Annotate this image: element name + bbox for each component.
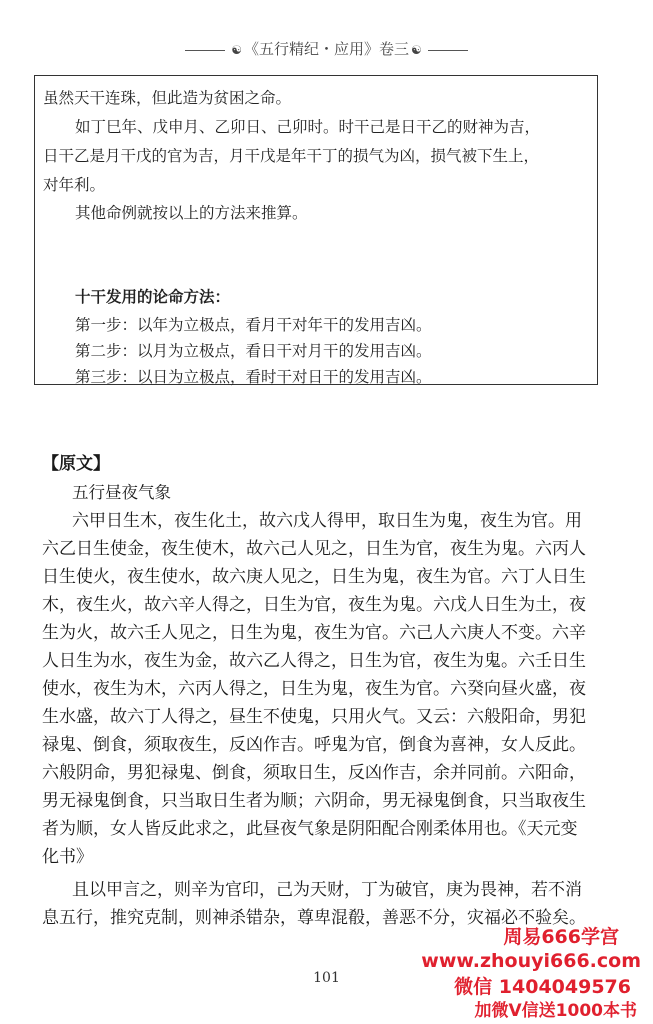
body-line: 木，夜生火，故六辛人得之，日生为官，夜生为鬼。六戊人日生为土，夜 <box>42 595 586 615</box>
header-title: 《五行精纪・应用》卷三 <box>243 40 409 58</box>
header-rule-left <box>185 50 225 51</box>
body-line: 息五行，推究克制，则神杀错杂，尊卑混殽，善恶不分，灾福必不验矣。 <box>42 908 586 928</box>
box-line: 如丁巳年、戊申月、乙卯日、己卯时。时干己是日干乙的财神为吉， <box>75 118 541 136</box>
page-number: 101 <box>313 970 340 986</box>
commentary-box <box>34 75 598 385</box>
method-step: 第一步：以年为立极点，看月干对年干的发用吉凶。 <box>75 316 432 334</box>
yin-yang-icon: ☯ <box>411 43 422 57</box>
body-line: 者为顺，女人皆反此求之，此昼夜气象是阴阳配合刚柔体用也。《天元变 <box>42 819 578 839</box>
section-subheading: 五行昼夜气象 <box>72 483 171 502</box>
running-header <box>0 38 653 59</box>
box-line: 虽然天干连珠，但此造为贫困之命。 <box>43 89 292 107</box>
box-line: 其他命例就按以上的方法来推算。 <box>75 204 308 222</box>
original-text-heading: 【原文】 <box>42 454 110 474</box>
body-line: 生水盛，故六丁人得之，昼生不使鬼，只用火气。又云：六般阳命，男犯 <box>42 707 586 727</box>
body-line: 使水，夜生为木，六丙人得之，日生为鬼，夜生为官。六癸向昼火盛，夜 <box>42 679 586 699</box>
body-line: 男无禄鬼倒食，只当取日生者为顺；六阴命，男无禄鬼倒食，只当取夜生 <box>42 791 586 811</box>
watermark-url: www.zhouyi666.com <box>421 950 641 972</box>
body-line: 六乙日生使金，夜生使木，故六己人见之，日生为官，夜生为鬼。六丙人 <box>42 539 586 559</box>
body-line: 人日生为水，夜生为金，故六乙人得之，日生为官，夜生为鬼。六壬日生 <box>42 651 586 671</box>
body-line: 化书》 <box>42 847 93 867</box>
watermark-line: 微信 1404049576 <box>454 976 631 998</box>
method-step: 第三步：以日为立极点，看时干对日干的发用吉凶。 <box>75 368 432 386</box>
watermark-line: 周易666学宫 <box>503 926 619 948</box>
body-line: 生为火，故六壬人见之，日生为鬼，夜生为官。六己人六庚人不变。六辛 <box>42 623 586 643</box>
body-line: 禄鬼、倒食，须取夜生，反凶作吉。呼鬼为官，倒食为喜神，女人反此。 <box>42 735 586 755</box>
method-heading: 十干发用的论命方法： <box>75 288 231 306</box>
body-line: 六甲日生木，夜生化土，故六戊人得甲，取日生为鬼，夜生为官。用 <box>72 511 582 531</box>
watermark-line: 加微V信送1000本书 <box>474 1001 637 1021</box>
box-line: 日干乙是月干戊的官为吉，月干戊是年干丁的损气为凶，损气被下生上， <box>43 147 540 165</box>
body-line: 六般阴命，男犯禄鬼、倒食，须取日生，反凶作吉，余并同前。六阳命， <box>42 763 586 783</box>
method-step: 第二步：以月为立极点，看日干对月干的发用吉凶。 <box>75 342 432 360</box>
body-line: 日生使火，夜生使水，故六庚人见之，日生为鬼，夜生为官。六丁人日生 <box>42 567 586 587</box>
body-line: 且以甲言之，则辛为官印，己为天财，丁为破官，庚为畏神，若不消 <box>72 880 582 900</box>
box-line: 对年利。 <box>43 176 106 194</box>
yin-yang-icon: ☯ <box>231 43 242 57</box>
header-rule-right <box>428 50 468 51</box>
